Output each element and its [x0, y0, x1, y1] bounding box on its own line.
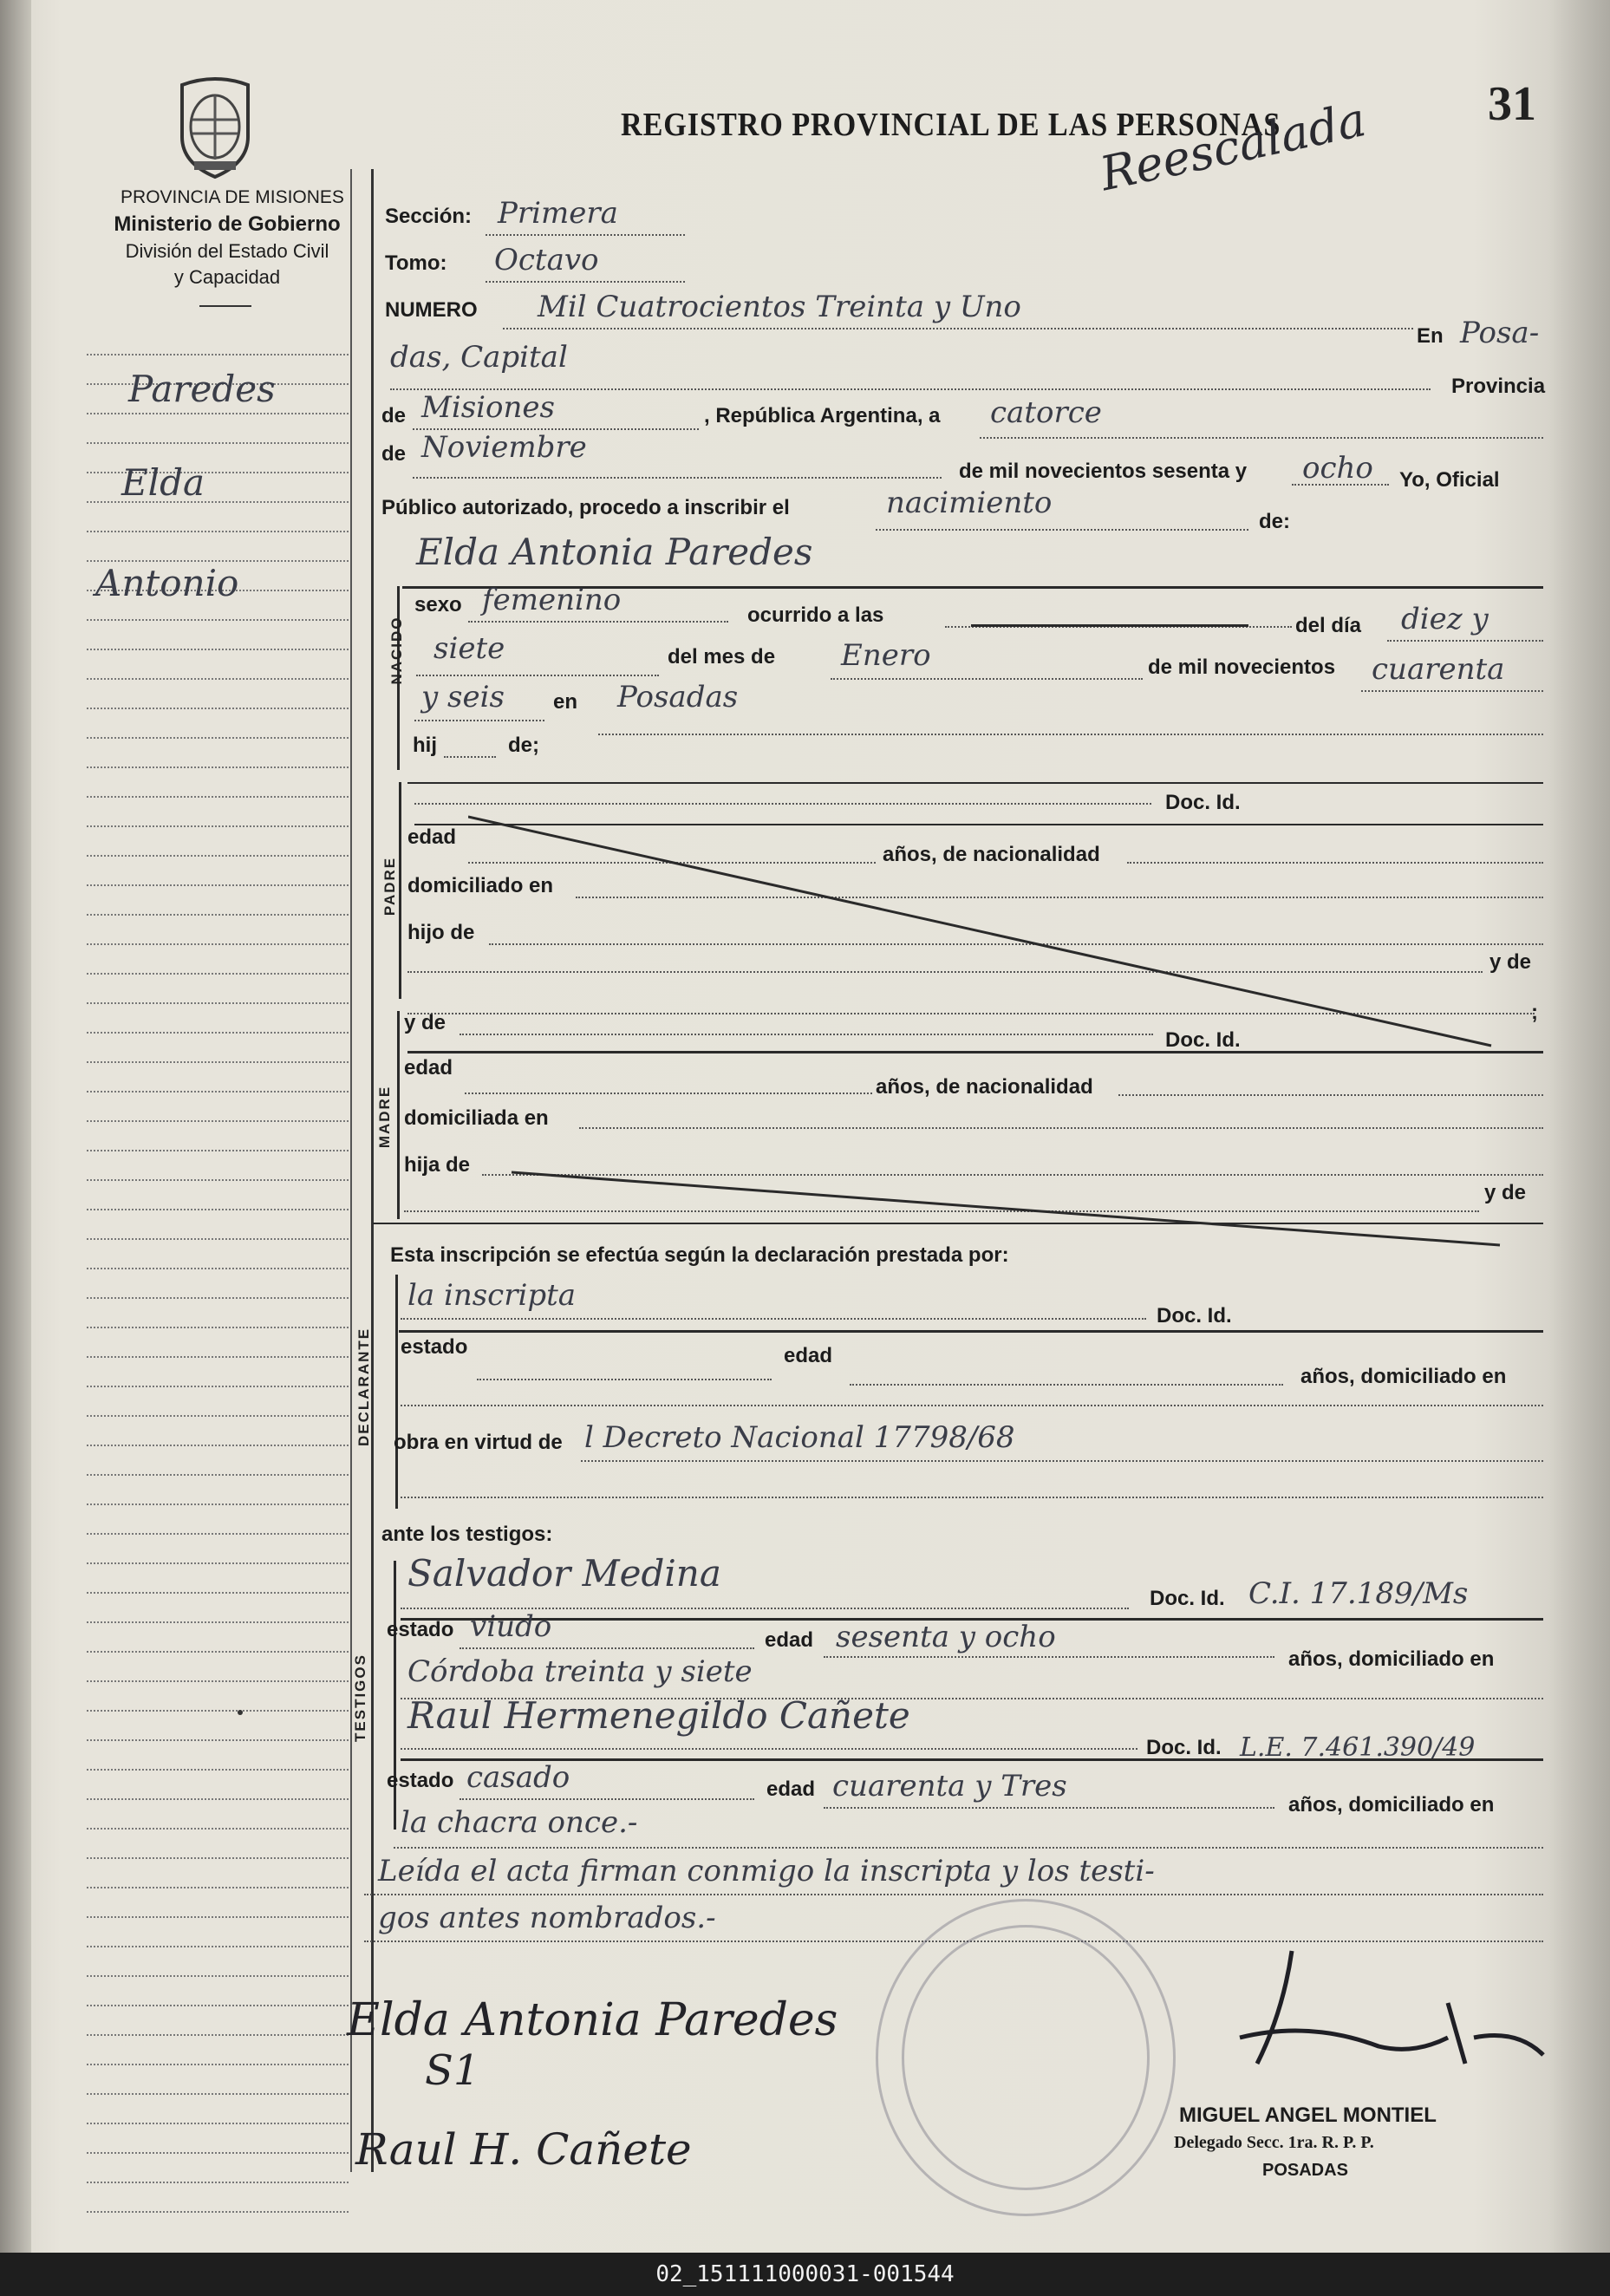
stamp-signature: Reescalada [1095, 92, 1371, 202]
testigo1-edad: sesenta y ocho [836, 1620, 1056, 1654]
dia-value-a: diez y [1401, 602, 1489, 636]
margin-rule [87, 1061, 349, 1063]
margin-rule [87, 1238, 349, 1240]
margin-rule [87, 678, 349, 680]
margin-rule [87, 1386, 349, 1387]
section-label-padre: PADRE [381, 856, 398, 916]
margin-rule [87, 1091, 349, 1093]
testigo2-domicilio: la chacra once.- [401, 1805, 638, 1840]
section-label-testigos: TESTIGOS [352, 1654, 368, 1742]
year-value: ocho [1302, 451, 1373, 486]
margin-rule [87, 1710, 349, 1712]
act-type-value: nacimiento [886, 486, 1053, 520]
margin-rule [87, 943, 349, 945]
margin-rule [87, 1533, 349, 1535]
margin-rule [87, 1327, 349, 1328]
margin-rule [87, 1297, 349, 1299]
testigo1-name: Salvador Medina [407, 1552, 721, 1595]
place-value: das, Capital [390, 340, 568, 375]
testigos-intro: ante los testigos: [381, 1523, 553, 1546]
margin-rule [87, 1769, 349, 1771]
margin-rule [87, 1975, 349, 1977]
testigo1-domicilio: Córdoba treinta y siete [407, 1654, 753, 1689]
lugar-value: Posadas [617, 680, 739, 714]
coat-of-arms-icon [173, 76, 257, 180]
section-label-nacido: NACIDO [388, 616, 405, 685]
margin-rule [87, 1828, 349, 1830]
margin-rule [87, 1680, 349, 1682]
margin-rule [87, 2093, 349, 2095]
month-value: Noviembre [421, 430, 587, 465]
sexo-value: femenino [482, 583, 622, 617]
margin-rule [87, 708, 349, 709]
margin-rule [87, 1562, 349, 1564]
footer-id-bar [0, 2253, 1610, 2296]
mes-value: Enero [841, 638, 931, 673]
margin-rule [87, 825, 349, 827]
margin-rule [87, 2005, 349, 2006]
official-title: Delegado Secc. 1ra. R. P. P. [1174, 2133, 1374, 2152]
margin-name-first: Elda [121, 461, 205, 504]
margin-rule [87, 619, 349, 621]
margin-rule [87, 1150, 349, 1151]
margin-rule [87, 1857, 349, 1859]
section-label-declarante: DECLARANTE [355, 1327, 372, 1446]
margin-rule [87, 1739, 349, 1741]
declarante-name: la inscripta [407, 1278, 577, 1313]
margin-rule [87, 1032, 349, 1034]
numero-value: Mil Cuatrocientos Treinta y Uno [538, 290, 1021, 324]
closing-line-2: gos antes nombrados.- [378, 1901, 716, 1935]
margin-rule [87, 2182, 349, 2183]
margin-name-second: Antonio [95, 562, 239, 604]
closing-line-1: Leída el acta firman conmigo la inscripta y los testi- [378, 1854, 1155, 1888]
testigo1-estado: viudo [470, 1609, 552, 1644]
margin-rule [87, 1592, 349, 1594]
anio-value-b: y seis [421, 680, 505, 714]
declarante-intro: Esta inscripción se efectúa según la declaración prestada por: [390, 1243, 1009, 1267]
margin-rule [87, 649, 349, 650]
margin-rule [87, 413, 349, 414]
division-label: División del Estado Civil [125, 240, 329, 262]
margin-rule [87, 737, 349, 739]
margin-rule [87, 1621, 349, 1623]
margin-rule [87, 884, 349, 886]
margin-rule [87, 1120, 349, 1122]
obra-value: l Decreto Nacional 17798/68 [584, 1420, 1015, 1455]
margin-rule [87, 2064, 349, 2065]
footer-id: 02_151111000031-001544 [655, 2261, 955, 2287]
ministry-label: Ministerio de Gobierno [114, 212, 341, 236]
register-page: 31 PROVINCIA DE MISIONES Ministerio de Gobierno División del Estado Civil y Capacidad REGISTRO PROVINCIAL DE LAS PERSONAS Reescalada Paredes Elda Antonio Sección: Primera Tomo: Octavo NUMERO Mil Cuatrocientos Treinta y Uno En Posa- das, Capital Provincia de Misiones , República Argentina, a catorce de Noviembre de mil novecientos sesenta y ocho Yo, Oficial Público autorizado, procedo a inscribir el nacimiento de: Elda Antonia Paredes NACIDO sexo femenino ocurrido a las del día diez y siete del mes de Enero de mil novecientos cuarenta y seis en Posadas hij de; PADRE Doc. Id. edad años, de nacionalidad domiciliado en hijo de y de ; MADRE y de Doc. Id. edad años, de nacionalidad domiciliada en hija de y de Esta inscripción se efectúa según la declaración prestada por: DECLARANTE la inscripta Doc. Id. estado edad años, domiciliado en obra en virtud de l Decreto Nacional 17798/68 ante los testigos: TESTIGOS Salvador Medina Doc. Id. C.I. 17.189/Ms estado viudo edad sesenta y ocho años, domiciliado en Córdoba treinta y siete Raul Hermenegildo Cañete Doc. Id. L.E. 7.461.390/49 estado casado edad cuarenta y Tres años, domiciliado en la chacra once.- Leída el acta firman conmigo la inscripta y los testi- gos antes nombrados.- Elda Antonia Paredes S1 Raul H. Cañete MIGUEL ANGEL MONTIEL Delegado Secc. 1ra. R. P. P. POSADAS [0, 0, 1610, 2253]
dia-value-b: siete [433, 631, 505, 666]
province-label: PROVINCIA DE MISIONES [121, 187, 344, 207]
anio-value-a: cuarenta [1372, 652, 1505, 687]
province-value: Misiones [421, 390, 555, 425]
margin-rule [87, 2211, 349, 2213]
testigo2-name: Raul Hermenegildo Cañete [407, 1694, 910, 1737]
margin-rule [87, 1268, 349, 1269]
page-number: 31 [1488, 77, 1536, 131]
signature-s1: S1 [425, 2046, 480, 2095]
seccion-value: Primera [498, 196, 618, 231]
signature-testigo: Raul H. Cañete [355, 2124, 692, 2175]
section-label-madre: MADRE [376, 1085, 393, 1149]
official-city: POSADAS [1262, 2161, 1348, 2180]
margin-rule [87, 1356, 349, 1358]
margin-rule [87, 2152, 349, 2154]
capacity-label: y Capacidad [173, 266, 281, 288]
margin-rule [87, 1474, 349, 1476]
margin-rule [87, 855, 349, 857]
margin-rule [87, 1798, 349, 1800]
nacido-name: Elda Antonia Paredes [416, 531, 813, 573]
official-name: MIGUEL ANGEL MONTIEL [1179, 2104, 1437, 2127]
tomo-value: Octavo [494, 243, 599, 277]
margin-rule [87, 1916, 349, 1918]
testigo2-estado: casado [466, 1760, 570, 1795]
margin-rule [87, 1415, 349, 1417]
margin-rule [87, 766, 349, 768]
margin-rule [87, 914, 349, 916]
margin-rule [87, 1503, 349, 1505]
margin-rule [87, 531, 349, 532]
day-value: catorce [990, 395, 1102, 430]
testigo2-edad: cuarenta y Tres [832, 1769, 1067, 1804]
margin-rule [87, 1445, 349, 1446]
margin-rule [87, 796, 349, 798]
margin-rule [87, 1002, 349, 1004]
register-title: REGISTRO PROVINCIAL DE LAS PERSONAS [621, 107, 1281, 143]
margin-rule [87, 973, 349, 975]
margin-rule [87, 1651, 349, 1653]
book-spine [0, 0, 31, 2253]
margin-rule [87, 442, 349, 444]
margin-rule [87, 1209, 349, 1210]
signature-inscripta: Elda Antonia Paredes [347, 1994, 838, 2046]
margin-rule [87, 1887, 349, 1888]
margin-rule [87, 2034, 349, 2036]
margin-name-surname: Paredes [128, 368, 276, 410]
margin-rule [87, 2123, 349, 2124]
margin-rule [87, 354, 349, 355]
margin-rule [87, 1179, 349, 1181]
official-signature-icon [1188, 1934, 1552, 2090]
margin-rule [87, 1946, 349, 1947]
testigo1-doc: C.I. 17.189/Ms [1248, 1576, 1469, 1611]
testigo2-doc: L.E. 7.461.390/49 [1240, 1732, 1476, 1763]
